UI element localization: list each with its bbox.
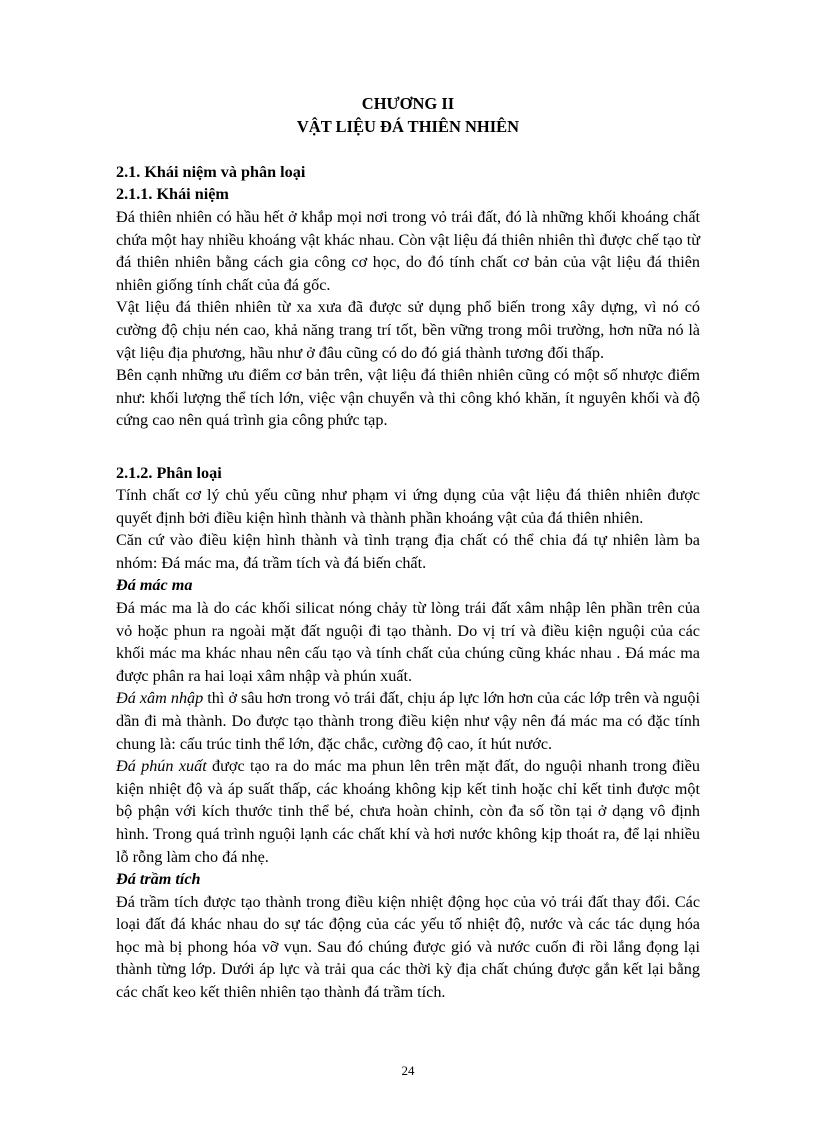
subheading-magma: Đá mác ma — [116, 576, 193, 595]
paragraph: Tính chất cơ lý chủ yếu cũng như phạm vi ứng dụng của vật liệu đá thiên nhiên được quyết định bởi điều kiện hình thành và thành phần khoáng vật của đá thiên nhiên. — [116, 486, 700, 527]
chapter-title: VẬT LIỆU ĐÁ THIÊN NHIÊN — [296, 117, 520, 136]
term-extrusive: Đá phún xuất — [116, 757, 207, 776]
paragraph: Vật liệu đá thiên nhiên từ xa xưa đã được sử dụng phổ biến trong xây dựng, vì nó có cường độ chịu nén cao, khả năng trang trí tốt, bền vững trong môi trường, hơn nữa nó là vật liệu địa phương, hầu như ở đâu cũng có do đó giá thành tương đối thấp. — [116, 298, 700, 362]
paragraph: Căn cứ vào điều kiện hình thành và tình trạng địa chất có thể chia đá tự nhiên làm ba nhóm: Đá mác ma, đá trầm tích và đá biến chất. — [116, 531, 700, 572]
intrusive-text: thì ở sâu hơn trong vỏ trái đất, chịu áp lực lớn hơn của các lớp trên và nguội dần đi mà thành. Do được tạo thành trong điều kiện như vậy nên đá mác ma có đặc tính chung là: cấu trúc tinh thể lớn, đặc chắc, cường độ cao, ít hút nước. — [116, 689, 700, 753]
section-2-1-2-body — [116, 484, 700, 1004]
paragraph: Đá thiên nhiên có hầu hết ở khắp mọi nơi trong vỏ trái đất, đó là những khối khoáng chất chứa một hay nhiều khoáng vật khác nhau. Còn vật liệu đá thiên nhiên thì được chế tạo từ đá thiên nhiên bằng cách gia công cơ học, do đó tính chất cơ bản của vật liệu đá thiên nhiên giống tính chất của đá gốc. — [116, 208, 700, 294]
paragraph: Bên cạnh những ưu điểm cơ bản trên, vật liệu đá thiên nhiên cũng có một số nhược điểm như: khối lượng thể tích lớn, việc vận chuyển và thi công khó khăn, ít nguyên khối và độ cứng cao nên quá trình gia công phức tạp. — [116, 366, 700, 430]
paragraph-extrusive — [116, 755, 700, 868]
chapter-number: CHƯƠNG II — [361, 94, 455, 113]
paragraph: Đá trầm tích được tạo thành trong điều kiện nhiệt động học của vỏ trái đất thay đổi. Các loại đất đá khác nhau do sự tác động của các yếu tố nhiệt độ, nước và các tác dụng hóa học mà bị phong hóa vỡ vụn. Sau đó chúng được gió và nước cuốn đi rồi lắng đọng lại thành từng lớp. Dưới áp lực và trải qua các thời kỳ địa chất chúng được gắn kết lại bằng các chất keo kết thiên nhiên tạo thành đá trầm tích. — [116, 892, 700, 1002]
paragraph: Đá mác ma là do các khối silicat nóng chảy từ lòng trái đất xâm nhập lên phần trên của vỏ hoặc phun ra ngoài mặt đất nguội đi tạo thành. Do vị trí và điều kiện nguội của các khối mác ma khác nhau nên cấu tạo và tính chất của chúng cũng khác nhau . Đá mác ma được phân ra hai loại xâm nhập và phún xuất. — [116, 598, 700, 685]
section-heading-2-1-1: 2.1.1. Khái niệm — [116, 185, 229, 203]
paragraph-intrusive — [116, 687, 700, 755]
extrusive-text: được tạo ra do mác ma phun lên trên mặt đất, do nguội nhanh trong điều kiện nhiệt độ và áp suất thấp, các khoáng không kịp kết tinh hoặc chỉ kết tinh được một bộ phận với kích thước tinh thể bé, chưa hoàn chỉnh, còn đa số tồn tại ở dạng vô định hình. Trong quá trình nguội lạnh các chất khí và hơi nước không kịp thoát ra, để lại nhiều lỗ rỗng làm cho đá nhẹ. — [116, 757, 700, 866]
term-intrusive: Đá xâm nhập — [116, 689, 204, 708]
section-heading-2-1: 2.1. Khái niệm và phân loại — [116, 163, 306, 181]
subheading-sedimentary: Đá trầm tích — [116, 870, 201, 889]
section-2-1-1-body — [116, 206, 700, 432]
section-heading-2-1-2: 2.1.2. Phân loại — [116, 464, 222, 482]
page-number: 24 — [401, 1063, 415, 1078]
